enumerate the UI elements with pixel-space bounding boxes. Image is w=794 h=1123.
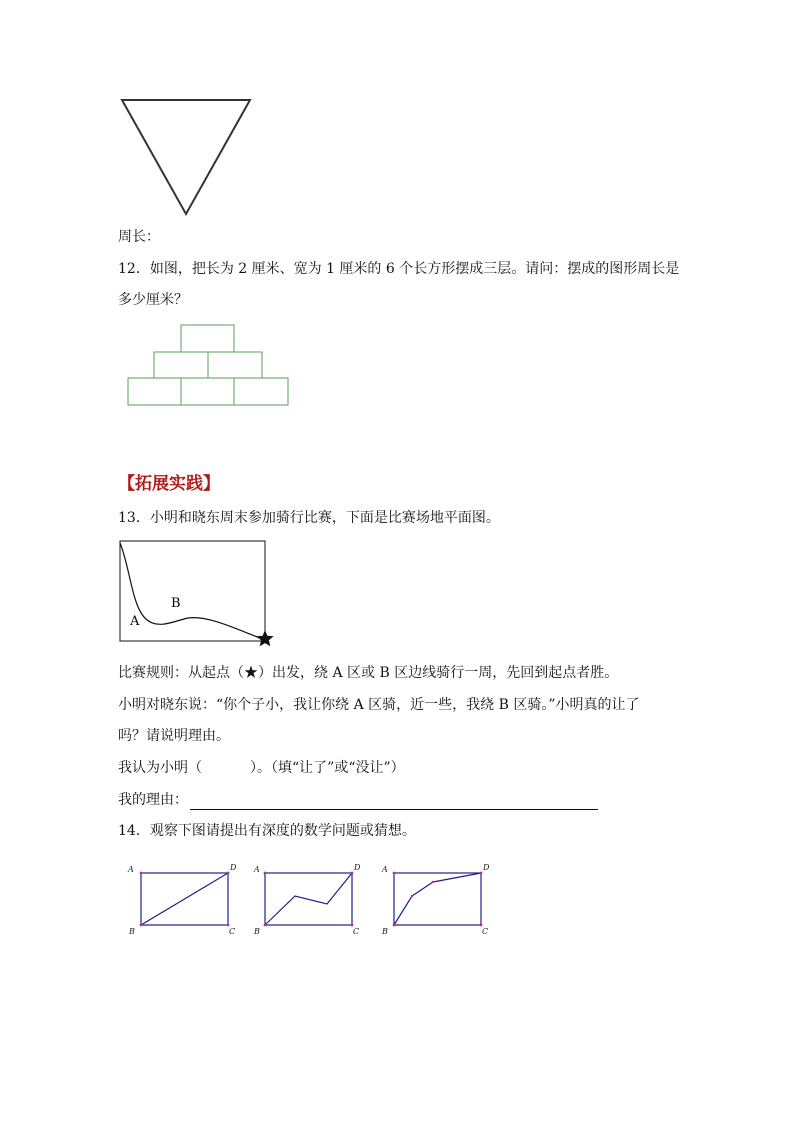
figure-2-zigzag: [253, 863, 361, 936]
brick-top: [181, 325, 234, 352]
q13-rule: 比赛规则：从起点（★）出发，绕 A 区或 B 区边线骑行一周，先回到起点者胜。: [118, 665, 619, 681]
fig3-label-a: A: [382, 865, 388, 874]
inverted-triangle-figure: [118, 96, 254, 218]
q13-quote-line1: 小明对晓东说：“你个子小，我让你绕 A 区骑，近一些，我绕 B 区骑。”小明真的让了: [118, 697, 640, 713]
q14-prompt: 14．观察下图请提出有深度的数学问题或猜想。: [118, 823, 416, 839]
fig2-label-d: D: [354, 863, 361, 872]
rectangle-stack-figure: [126, 323, 292, 408]
fig1-label-d: D: [230, 863, 237, 872]
q11-perimeter-label: 周长：: [118, 229, 160, 245]
fig2-label-a: A: [254, 865, 260, 874]
q13-reason-line: [118, 790, 598, 810]
answer-suffix: ）。（填“让了”或“没让”）: [250, 760, 405, 776]
map-label-a: A: [130, 614, 140, 629]
start-star-icon: [256, 630, 273, 646]
section-heading: 【拓展实践】: [118, 474, 220, 494]
fig2-label-b: B: [254, 927, 260, 936]
q12-text-line1: 12．如图，把长为 2 厘米、宽为 1 厘米的 6 个长方形摆成三层。请问：摆成的图形周长是: [118, 261, 680, 277]
brick-middle-right: [208, 352, 262, 378]
figure-3-curve: [381, 863, 490, 936]
reason-blank[interactable]: [190, 794, 598, 810]
q13-answer-line: [118, 758, 405, 778]
reason-label: 我的理由：: [118, 792, 188, 808]
fig2-label-c: C: [353, 927, 360, 936]
brick-bottom-left: [128, 378, 181, 405]
brick-bottom-right: [234, 378, 288, 405]
fig3-label-d: D: [483, 863, 490, 872]
q12-text-line2: 多少厘米？: [118, 292, 188, 308]
fig1-label-c: C: [229, 927, 236, 936]
q13-quote-line2: 吗？请说明理由。: [118, 728, 230, 744]
brick-middle-left: [154, 352, 208, 378]
answer-prefix: 我认为小明（: [118, 760, 202, 776]
q14-figures: [124, 858, 504, 938]
fig1-label-b: B: [129, 927, 135, 936]
race-field-map: [116, 537, 278, 651]
fig3-label-c: C: [482, 927, 489, 936]
brick-bottom-middle: [181, 378, 234, 405]
fig1-label-a: A: [128, 865, 134, 874]
q13-intro: 13．小明和晓东周末参加骑行比赛，下面是比赛场地平面图。: [118, 510, 500, 526]
fig3-label-b: B: [382, 927, 388, 936]
map-label-b: B: [171, 596, 181, 611]
figure-1-diagonal: [127, 863, 237, 936]
